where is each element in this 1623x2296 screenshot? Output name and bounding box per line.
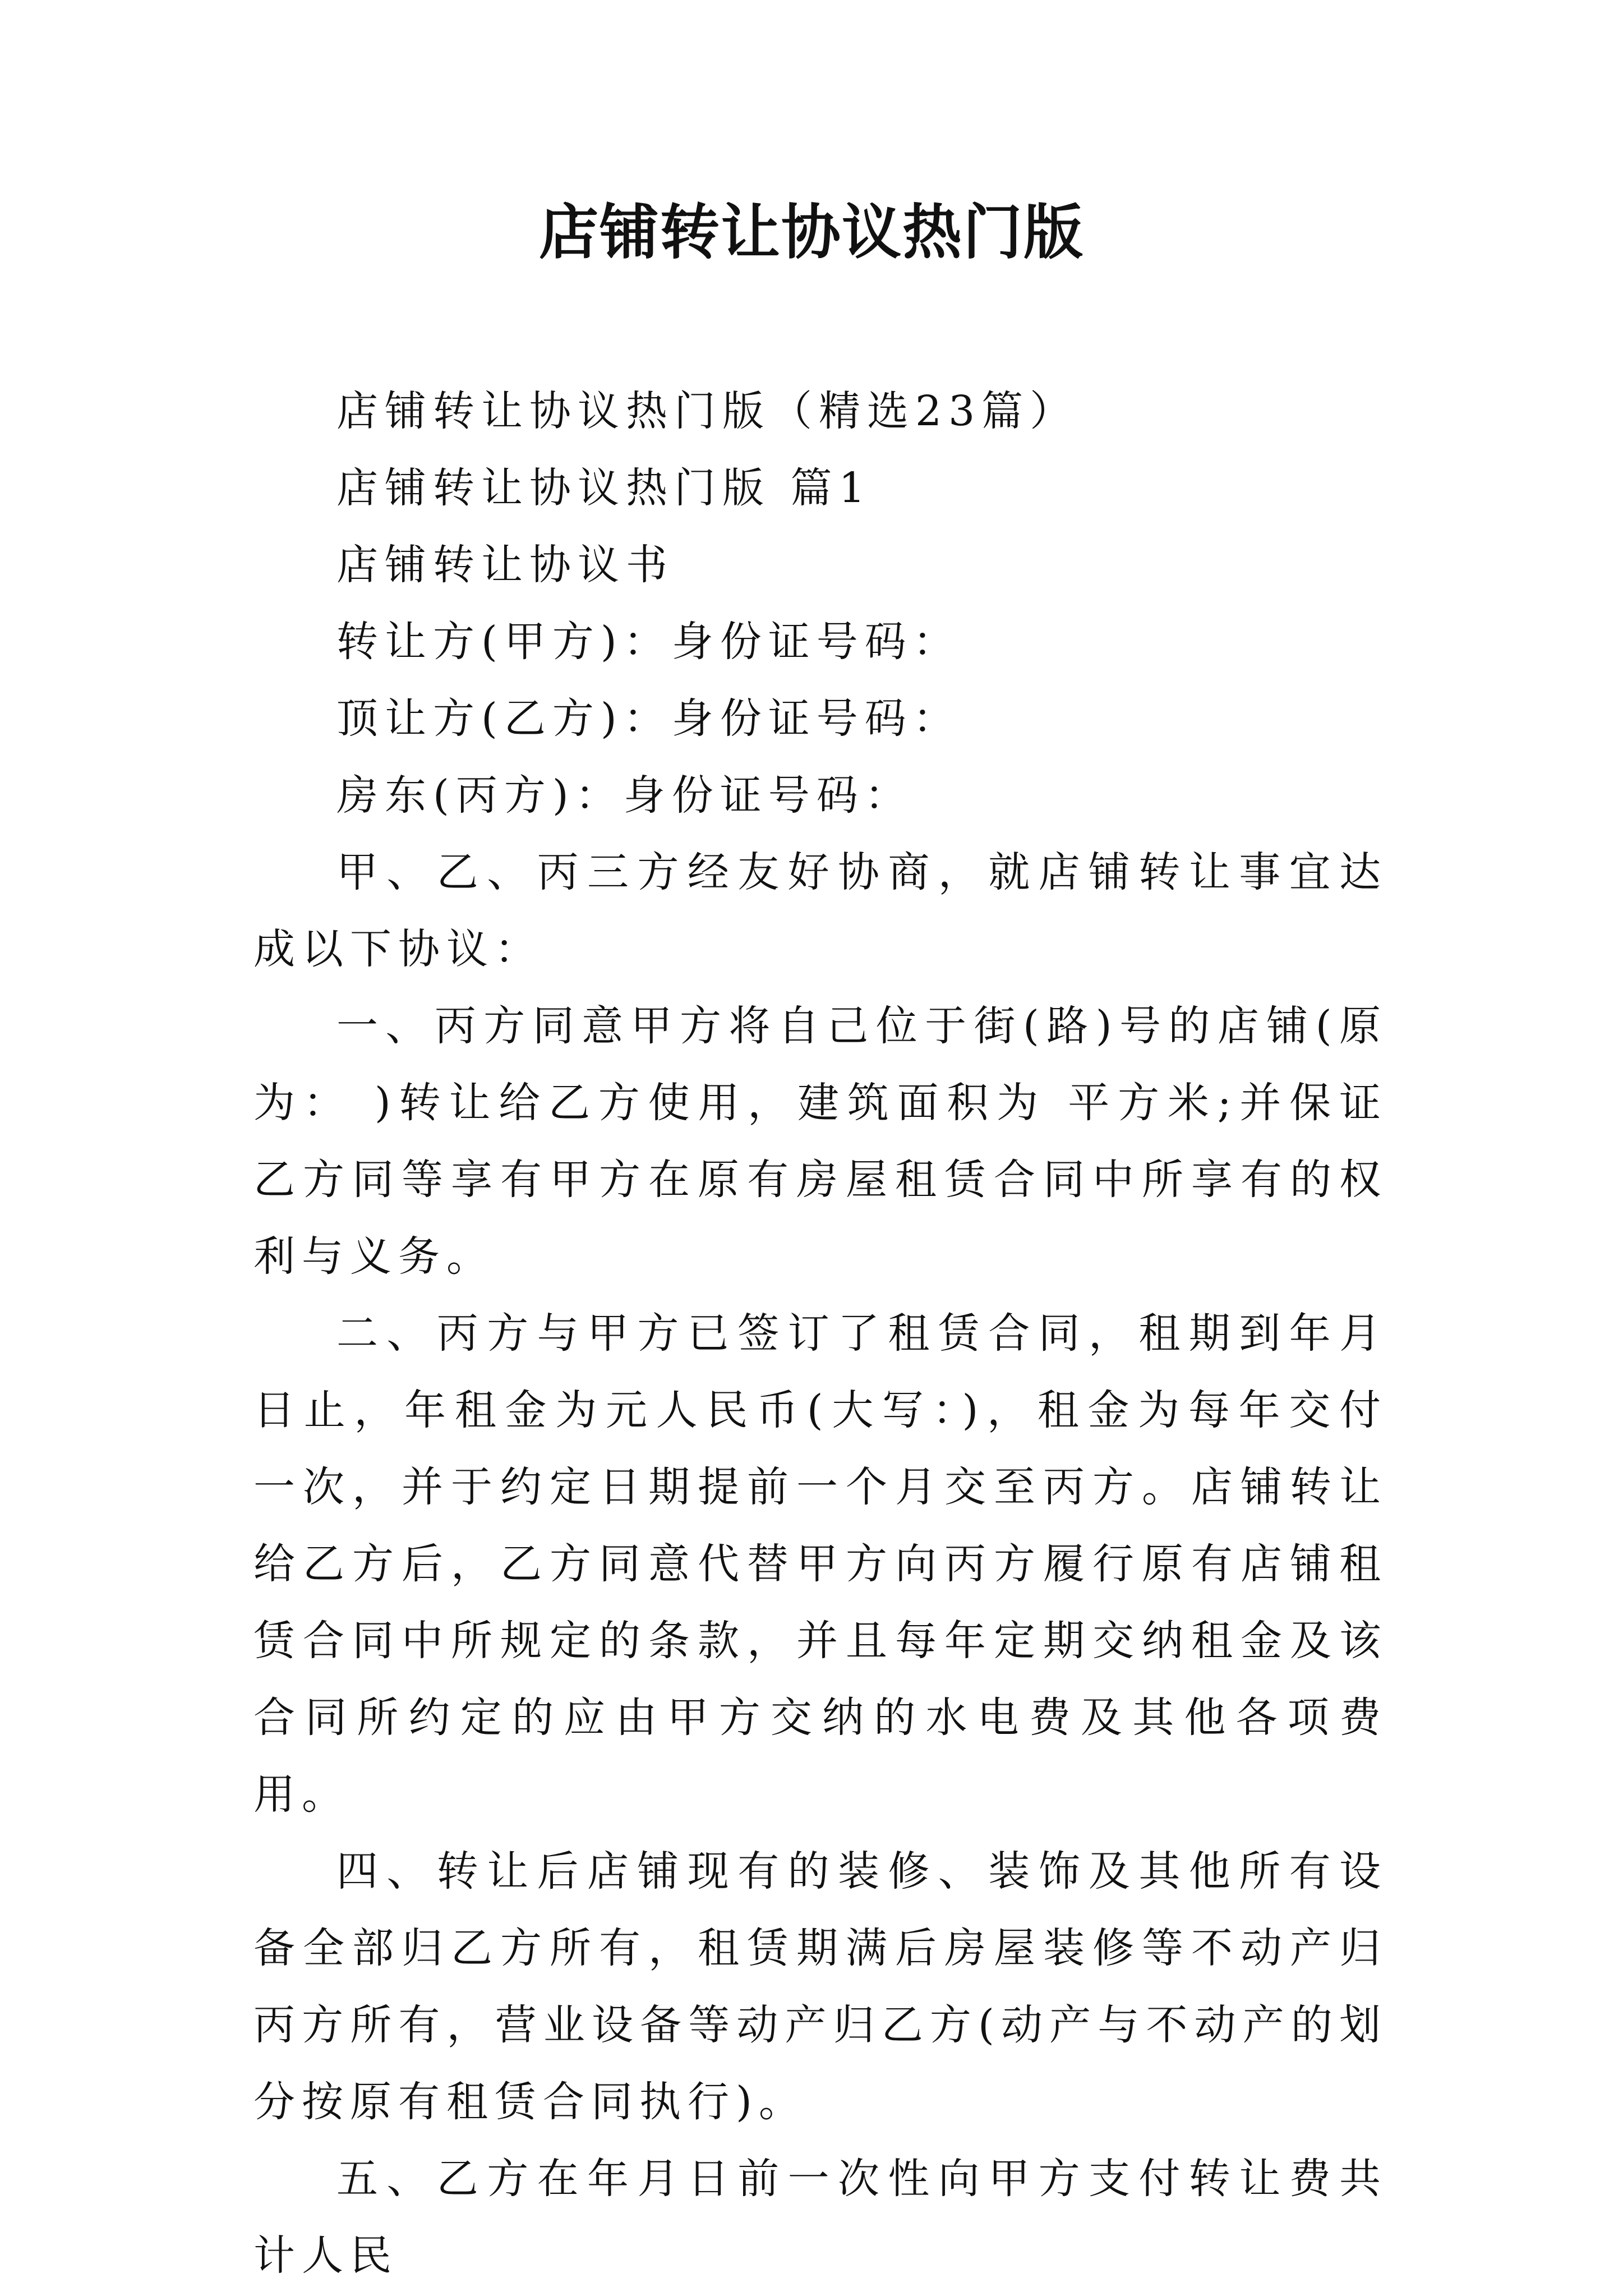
paragraph-preamble: 甲、乙、丙三方经友好协商，就店铺转让事宜达成以下协议：	[253, 848, 1387, 973]
paragraph-chapter-heading: 店铺转让协议热门版 篇1	[336, 464, 872, 512]
paragraph-subtitle: 店铺转让协议热门版（精选23篇）	[336, 387, 1078, 435]
paragraph-agreement-title: 店铺转让协议书	[336, 541, 674, 589]
document-title: 店铺转让协议热门版	[539, 197, 1084, 267]
paragraph-clause-5: 五、乙方在年月日前一次性向甲方支付转让费共计人民	[253, 2155, 1387, 2280]
paragraph-clause-2: 二、丙方与甲方已签订了租赁合同，租期到年月日止，年租金为元人民币(大写：)，租金为每年交付一次，并于约定日期提前一个月交至丙方。店铺转让给乙方后，乙方同意代替甲方向丙方履行原有店铺租赁合同中所规定的条款，并且每年定期交纳租金及该合同所约定的应由甲方交纳的水电费及其他各项费用。	[253, 1309, 1387, 1819]
paragraph-clause-1: 一、丙方同意甲方将自己位于街(路)号的店铺(原为： )转让给乙方使用，建筑面积为 平方米;并保证乙方同等享有甲方在原有房屋租赁合同中所享有的权利与义务。	[253, 1002, 1387, 1281]
paragraph-clause-4: 四、转让后店铺现有的装修、装饰及其他所有设备全部归乙方所有，租赁期满后房屋装修等不动产归丙方所有，营业设备等动产归乙方(动产与不动产的划分按原有租赁合同执行)。	[253, 1847, 1387, 2126]
paragraph-party-b: 顶让方(乙方)：身份证号码：	[336, 694, 961, 743]
paragraph-party-c: 房东(丙方)：身份证号码：	[336, 771, 913, 820]
document-body	[253, 373, 1387, 2294]
paragraph-party-a: 转让方(甲方)：身份证号码：	[336, 618, 961, 666]
